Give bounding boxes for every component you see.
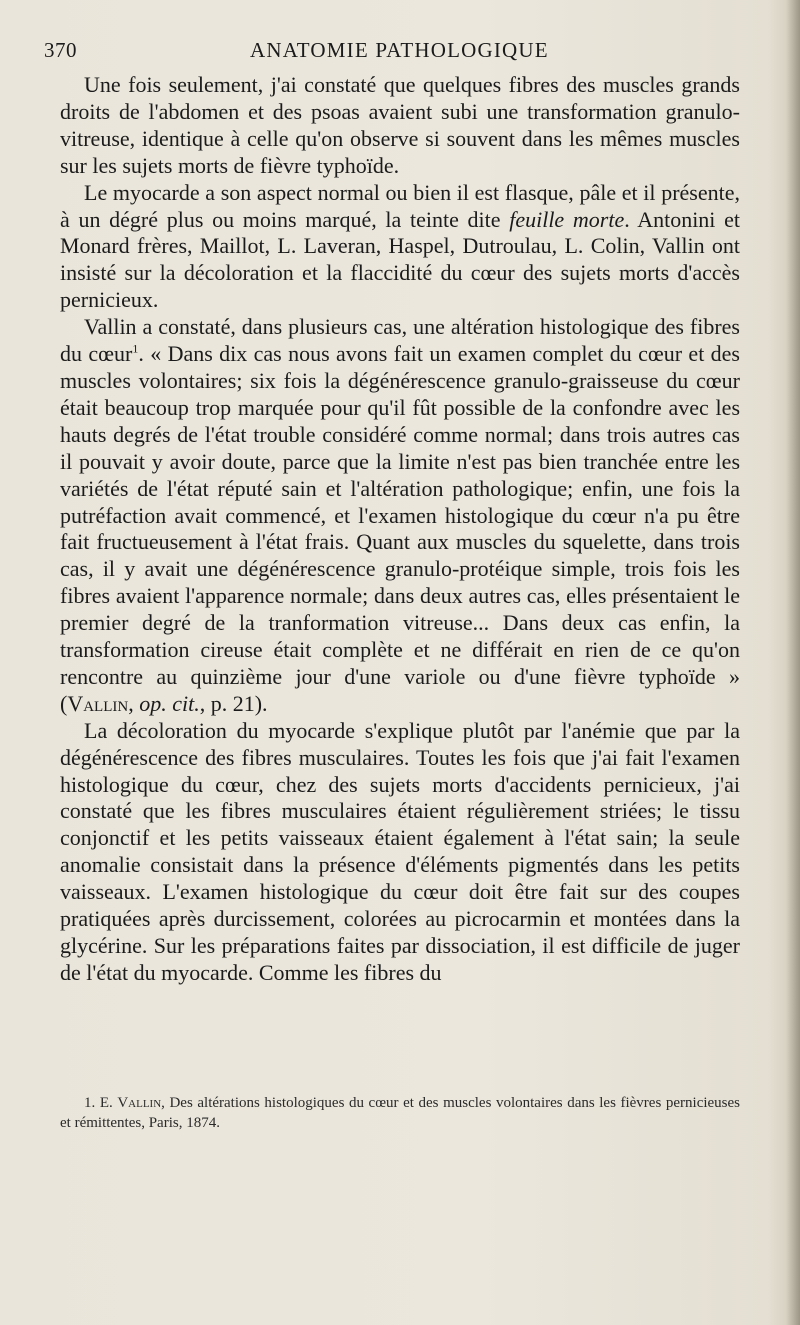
paragraph-4: La décoloration du myocarde s'explique plutôt par l'anémie que par la dégénérescence des fibres musculaires. Toutes les fois que j'ai fait l'examen histologique du cœur, chez des sujets morts d'accidents pernicieux, j'ai constaté que les fibres musculaires étaient régulièrement striées; le tissu conjonctif et les petits vaisseaux étaient également à l'état sain; la seule anomalie consistait dans la présence d'éléments pigmentés dans les petits vaisseaux. L'examen histologique du cœur doit être fait sur des coupes pratiquées après durcissement, colorées au picrocarmin et montées dans la glycérine. Sur les préparations faites par dissociation, il est difficile de juger de l'état du myocarde. Comme les fibres du [60,717,740,985]
page-number: 370 [44,38,77,62]
paragraph-1: Une fois seulement, j'ai constaté que quelques fibres des muscles grands droits de l'abdomen et des psoas avaient subi une transformation granulo-vitreuse, identique à celle qu'on observe si souvent dans les mêmes muscles sur les sujets morts de fièvre typhoïde. [60,72,740,178]
running-title: ANATOMIE PATHOLOGIQUE [250,38,549,62]
running-header [44,38,740,68]
page-edge-shadow [786,0,800,1325]
footnotes [60,1093,740,1133]
paragraph-2: Le myocarde a son aspect normal ou bien il est flasque, pâle et il présente, à un dégré plus ou moins marqué, la teinte dite feuille morte. Antonini et Monard frères, Maillot, L. Laveran, Haspel, Dutroulau, L. Colin, Vallin ont insisté sur la décoloration et la flaccidité du cœur des sujets morts d'accès pernicieux. [60,179,740,313]
footnote-reference: 1 [132,341,139,356]
italic-term: feuille morte [509,206,625,232]
author-citation: Vallin [67,690,129,716]
citation-italic: op. cit. [139,690,200,716]
body-text [60,72,740,987]
paragraph-3: Vallin a constaté, dans plusieurs cas, une altération histologique des fibres du cœur$^1$. « Dans dix cas nous avons fait un examen complet du cœur et des muscles volontaires; six fois la dégénérescence granulo-graisseuse du cœur était beaucoup trop marquée pour qu'il fût possible de la confondre avec les hauts degrés de l'état trouble considéré comme normal; dans trois autres cas il pouvait y avoir doute, parce que la limite n'est pas bien tranchée entre les variétés de l'état réputé sain et l'altération pathologique; enfin, une fois la putréfaction avait commencé, et l'examen histologique du cœur n'a pu être fait fructueusement à l'état frais. Quant aux muscles du squelette, dans trois cas, il y avait une dégénérescence granulo-protéique simple, trois fois les fibres avaient l'apparence normale; dans deux autres cas, elles présentaient le premier degré de la tranformation vitreuse... Dans deux cas enfin, la transformation cireuse était complète et ne différait en rien de ce qu'on rencontre au quinzième jour d'une variole ou d'une fièvre typhoïde » (Vallin, op. cit., p. 21). [60,314,740,716]
footnote-author: Vallin [117,1095,162,1111]
footnote-1: 1. E. Vallin, Des altérations histologiques du cœur et des muscles volontaires dans les fièvres pernicieuses et rémittentes, Paris, 1874. [60,1095,741,1131]
